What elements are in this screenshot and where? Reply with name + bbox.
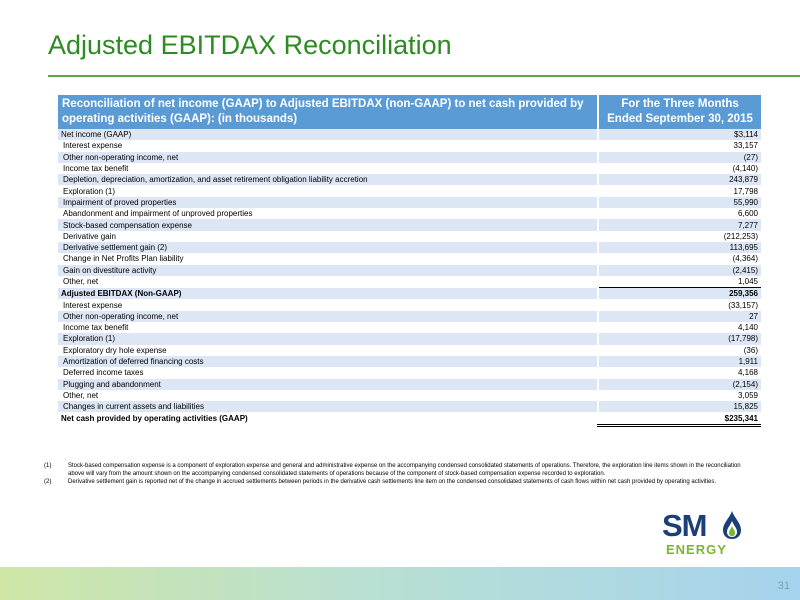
row-value: 55,990	[598, 197, 761, 208]
table-header-description: Reconciliation of net income (GAAP) to Adjusted EBITDAX (non-GAAP) to net cash provided by operating activities (GAAP): (in thousands)	[58, 95, 598, 129]
table-row	[58, 390, 761, 401]
table-header-period: For the Three Months Ended September 30, 2015	[598, 95, 761, 129]
row-label: Income tax benefit	[58, 322, 598, 333]
row-label: Derivative gain	[58, 231, 598, 242]
table-row	[58, 253, 761, 264]
row-label: Amortization of deferred financing costs	[58, 356, 598, 367]
row-value: (27)	[598, 152, 761, 163]
footnote	[44, 478, 754, 486]
row-value: (2,415)	[598, 265, 761, 276]
row-value: (2,154)	[598, 379, 761, 390]
row-label: Change in Net Profits Plan liability	[58, 253, 598, 264]
table-row	[58, 379, 761, 390]
row-label: Income tax benefit	[58, 163, 598, 174]
row-label: Gain on divestiture activity	[58, 265, 598, 276]
row-label: Deferred income taxes	[58, 367, 598, 378]
table-row	[58, 140, 761, 151]
row-label: Interest expense	[58, 140, 598, 151]
row-value: 1,045	[598, 276, 761, 288]
flame-drop-icon	[722, 510, 742, 540]
table-header-row	[58, 95, 761, 129]
table-row	[58, 288, 761, 300]
row-label: Other non-operating income, net	[58, 311, 598, 322]
table-row	[58, 333, 761, 344]
row-label: Net income (GAAP)	[58, 129, 598, 140]
row-label: Abandonment and impairment of unproved properties	[58, 208, 598, 219]
logo-sm-text: SM	[662, 508, 707, 543]
row-value: 6,600	[598, 208, 761, 219]
row-label: Impairment of proved properties	[58, 197, 598, 208]
logo-energy-text: ENERGY	[666, 542, 727, 557]
row-value: 259,356	[598, 288, 761, 300]
row-value: 1,911	[598, 356, 761, 367]
footer-band	[0, 567, 800, 600]
table-row	[58, 412, 761, 425]
row-label: Depletion, depreciation, amortization, and asset retirement obligation liability accretion	[58, 174, 598, 185]
row-value: 4,140	[598, 322, 761, 333]
table-row	[58, 208, 761, 219]
table-row	[58, 367, 761, 378]
footnotes	[44, 462, 754, 486]
row-label: Exploration (1)	[58, 185, 598, 196]
table-row	[58, 197, 761, 208]
table-row	[58, 276, 761, 288]
row-value: 27	[598, 311, 761, 322]
table-row	[58, 152, 761, 163]
row-label: Other non-operating income, net	[58, 152, 598, 163]
row-value: (33,157)	[598, 299, 761, 310]
row-label: Stock-based compensation expense	[58, 219, 598, 230]
footnote-number: (1)	[44, 463, 52, 469]
table-row	[58, 129, 761, 140]
row-label: Derivative settlement gain (2)	[58, 242, 598, 253]
row-label: Exploratory dry hole expense	[58, 345, 598, 356]
table-row	[58, 265, 761, 276]
table-row	[58, 174, 761, 185]
footnote-text: Stock-based compensation expense is a component of exploration expense and general and administrative expense on the accompanying condensed consolidated statements of operations. Therefore, the exploration line items shown in the reconciliation above will vary from the amount shown on the accompanying condensed consolidated statements of operations because of the component of stock-based compensation expense recorded to exploration.	[68, 463, 741, 477]
row-value: 7,277	[598, 219, 761, 230]
slide-title: Adjusted EBITDAX Reconciliation	[48, 30, 452, 60]
table-row	[58, 185, 761, 196]
row-value: 4,168	[598, 367, 761, 378]
sm-energy-logo	[662, 508, 752, 562]
table-row	[58, 401, 761, 412]
row-value: 113,695	[598, 242, 761, 253]
footnote-text: Derivative settlement gain is reported net of the change in accrued settlements between periods in the derivative cash settlements line item on the condensed consolidated statements of cash flows within net cash provided by operating activities.	[68, 479, 717, 485]
row-label: Other, net	[58, 276, 598, 288]
row-value: $3,114	[598, 129, 761, 140]
row-value: (4,140)	[598, 163, 761, 174]
row-label: Changes in current assets and liabilities	[58, 401, 598, 412]
row-value: (4,364)	[598, 253, 761, 264]
row-value: 17,798	[598, 185, 761, 196]
table-row	[58, 163, 761, 174]
table-row	[58, 322, 761, 333]
table-row	[58, 311, 761, 322]
row-label: Interest expense	[58, 299, 598, 310]
table-row	[58, 231, 761, 242]
page-number: 31	[777, 580, 790, 592]
footnote-number: (2)	[44, 479, 52, 485]
row-label: Adjusted EBITDAX (Non-GAAP)	[58, 288, 598, 300]
row-value: $235,341	[598, 412, 761, 425]
reconciliation-table	[58, 95, 761, 427]
row-value: 3,059	[598, 390, 761, 401]
footnote	[44, 462, 754, 478]
table-row	[58, 242, 761, 253]
row-value: 15,825	[598, 401, 761, 412]
row-label: Net cash provided by operating activities (GAAP)	[58, 412, 598, 425]
row-value: (212,253)	[598, 231, 761, 242]
row-value: 33,157	[598, 140, 761, 151]
row-label: Exploration (1)	[58, 333, 598, 344]
table-row	[58, 219, 761, 230]
row-value: (36)	[598, 345, 761, 356]
table-row	[58, 356, 761, 367]
row-value: (17,798)	[598, 333, 761, 344]
row-label: Other, net	[58, 390, 598, 401]
row-label: Plugging and abandonment	[58, 379, 598, 390]
table-body	[58, 129, 761, 425]
table-row	[58, 299, 761, 310]
row-value: 243,879	[598, 174, 761, 185]
title-divider	[48, 75, 800, 77]
table-row	[58, 345, 761, 356]
